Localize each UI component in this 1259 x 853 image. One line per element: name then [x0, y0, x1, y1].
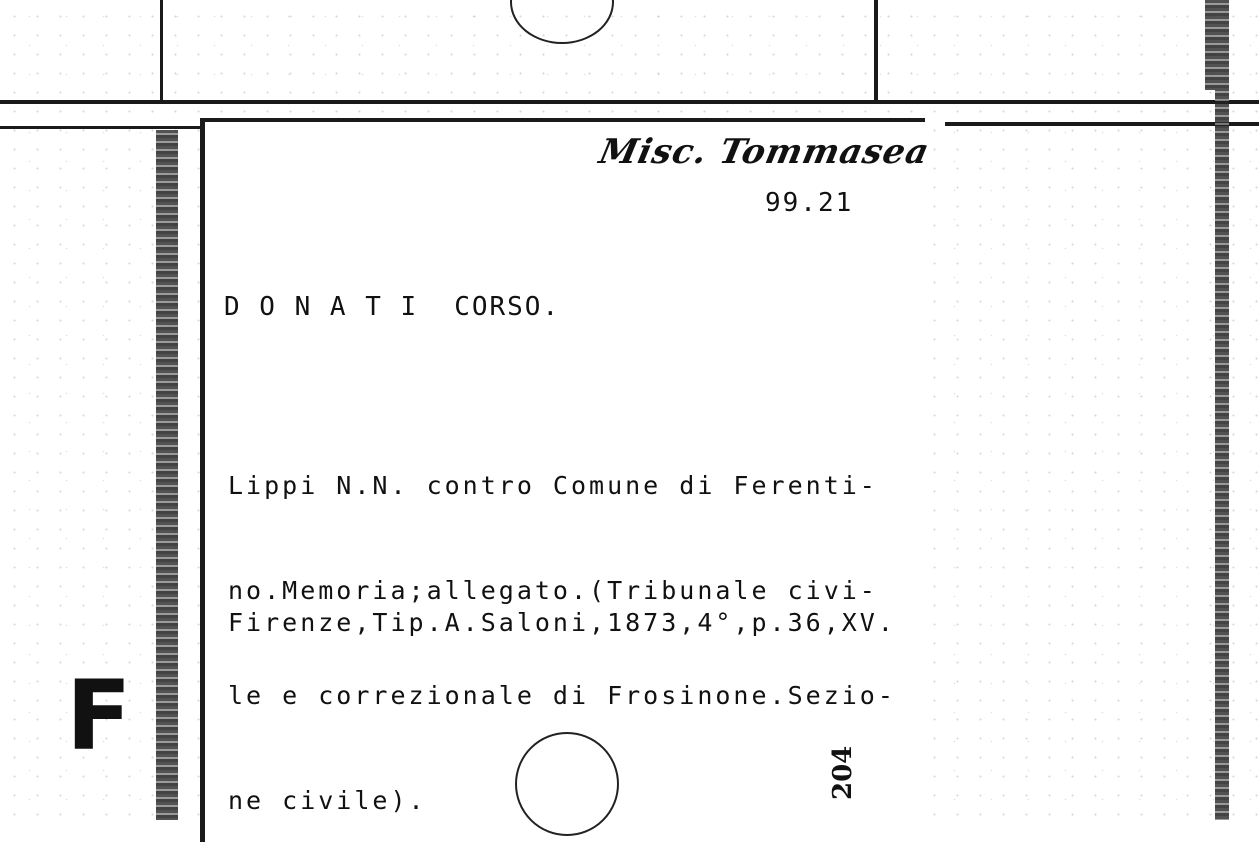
sheet-number: 204 [828, 745, 858, 800]
description-line: le e correzionale di Frosinone.Sezio- [228, 681, 896, 710]
imprint-line: Firenze,Tip.A.Saloni,1873,4°,p.36,XV. [228, 608, 896, 637]
author-surname: D O N A T I [224, 292, 419, 322]
shelfmark: 99.21 [765, 188, 854, 218]
right-tray-line [945, 122, 1259, 126]
right-card-edge [1215, 0, 1229, 820]
left-divider-line [160, 0, 163, 104]
top-frame-line [0, 100, 1259, 104]
margin-letter: F [66, 660, 132, 772]
left-card-edge [156, 130, 178, 820]
author-forename: CORSO. [454, 292, 561, 322]
description-line: ne civile). [228, 786, 427, 815]
right-divider-line [874, 0, 878, 104]
description-line: no.Memoria;allegato.(Tribunale civi- [228, 576, 878, 605]
bottom-punch-hole [515, 732, 619, 836]
top-right-edge [1205, 0, 1215, 90]
collection-stamp: Misc. Tommasea [595, 132, 934, 172]
author-heading [224, 292, 560, 322]
description-line: Lippi N.N. contro Comune di Ferenti- [228, 471, 878, 500]
top-frame-line-2 [0, 126, 200, 129]
